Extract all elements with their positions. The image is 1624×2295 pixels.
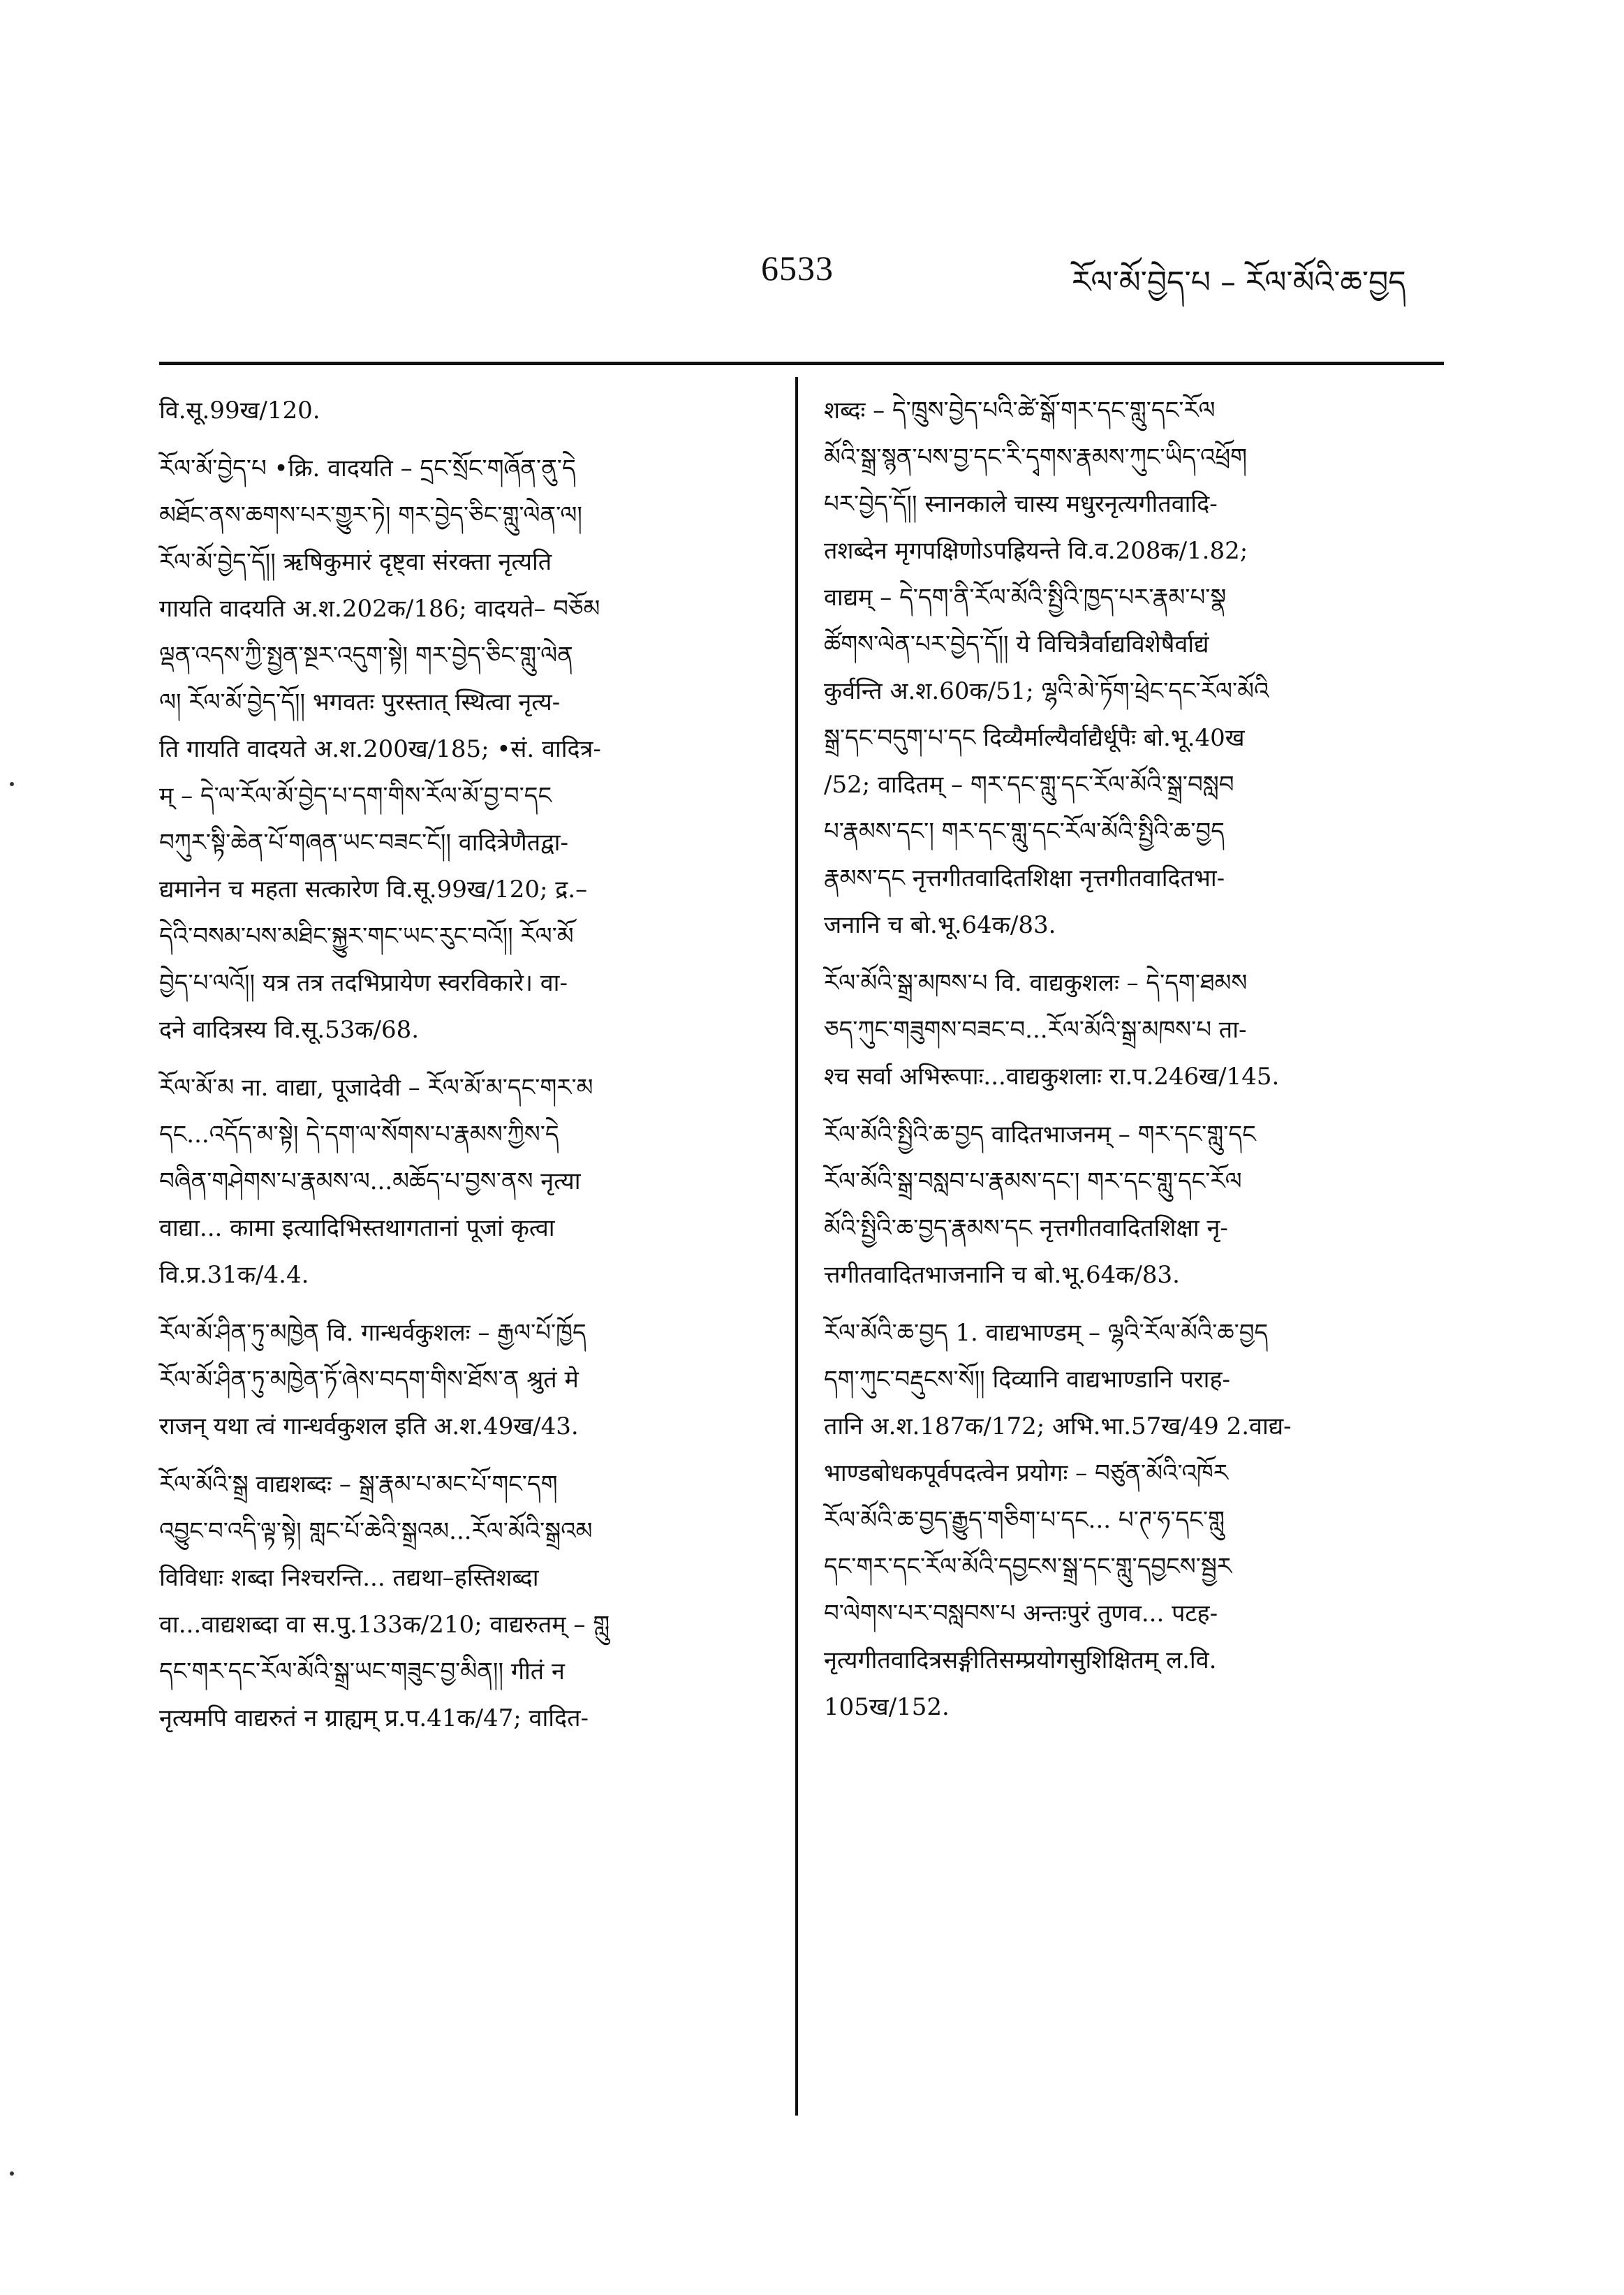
entry-line: འབྱུང་བ་འདི་ལྟ་སྟེ། གླང་པོ་ཆེའི་སྒྲའམ...རོལ་མོའི་སྒྲའམ — [159, 1517, 593, 1545]
dictionary-entry — [824, 388, 1445, 949]
entry-line: राजन् यथा त्वं गान्धर्वकुशल इति अ.श.49ख/43. — [159, 1412, 579, 1440]
entry-line: རོལ་མོའི་ཆ་བྱད་རྒྱུད་གཅིག་པ་དང... པ་ཊ་ཧ་དང་གླུ — [824, 1506, 1225, 1534]
entry-line: བཀུར་སྟི་ཆེན་པོ་གཞན་ཡང་བཟང་ངོ།། वादित्रेणैतद्वा- — [159, 829, 568, 857]
entry-line: द्यमानेन च महता सत्कारेण वि.सू.99ख/120; द्र.– — [159, 876, 588, 903]
scan-speck — [10, 782, 14, 786]
entry-line: नृत्यमपि वाद्यरुतं न ग्राह्यम् प्र.प.41क/47; वादित- — [159, 1704, 589, 1732]
dictionary-entry — [159, 1310, 781, 1450]
entry-line: ཅད་ཀུང་གཟུགས་བཟང་བ...རོལ་མོའི་སྒྲ་མཁས་པ ता- — [824, 1016, 1247, 1044]
entry-line: श्च सर्वा अभिरूपाः...वाद्यकुशलाः रा.प.246ख/145. — [824, 1063, 1280, 1091]
entry-line: མཐོང་ནས་ཆགས་པར་གྱུར་ཏེ། གར་བྱེད་ཅིང་གླུ་ལེན་ལ། — [159, 501, 582, 529]
scan-speck — [10, 2171, 14, 2176]
entry-line: པ་རྣམས་དང་། གར་དང་གླུ་དང་རོལ་མོའི་སྤྱིའི་ཆ་བྱད — [824, 818, 1225, 846]
dictionary-entry — [159, 1461, 781, 1742]
entry-line: ལྡན་འདས་ཀྱི་སྤྱན་སྔར་འདུག་སྟེ། གར་བྱེད་ཅིང་གླུ་ལེན — [159, 642, 573, 670]
entry-line: བ་ལེགས་པར་བསླབས་པ अन्तःपुरं तुणव... पटह- — [824, 1600, 1218, 1628]
entry-line: རོལ་མོའི་སྒྲ་མཁས་པ वि. वाद्यकुशलः – དེ་དག་ཐམས — [824, 969, 1248, 997]
entry-line: དག་ཀུང་བརྡུངས་སོ།། दिव्यानि वाद्यभाण्डानि पराह- — [824, 1366, 1231, 1394]
entry-line: དང...འདོད་མ་སྟེ། དེ་དག་ལ་སོགས་པ་རྣམས་ཀྱིས་དེ — [159, 1121, 559, 1149]
entry-line: རོལ་མོའི་སྒྲ वाद्यशब्दः – སྒྲ་རྣམ་པ་མང་པོ་གང་དག — [159, 1470, 558, 1498]
header-rule — [159, 362, 1444, 365]
entry-line: वाद्यम् – དེ་དག་ནི་རོལ་མོའི་སྤྱིའི་ཁྱད་པར་རྣམ་པ་སྣ — [824, 584, 1227, 612]
entry-line: कुर्वन्ति अ.श.60क/51; ལྷའི་མེ་ཏོག་ཕྲེང་དང་རོལ་མོའི — [824, 677, 1269, 705]
page-number: 6533 — [761, 249, 834, 288]
entry-line: गायति वादयति अ.श.202क/186; वादयते– བཅོམ — [159, 595, 600, 623]
entry-line: विविधाः शब्दा निश्चरन्ति... तद्यथा–हस्तिशब्दा — [159, 1564, 539, 1592]
entry-line: རྣམས་དང नृत्तगीतवादितशिक्षा नृत्तगीतवादितभा- — [824, 864, 1225, 892]
entry-line: རོལ་མོ་ཤིན་ཏུ་མཁྱེན་ཏོ་ཞེས་བདག་གིས་ཐོས་ན श्रुतं मे — [159, 1366, 579, 1394]
entry-line: नृत्यगीतवादित्रसङ्गीतिसम्प्रयोगसुशिक्षितम् ल.वि. — [824, 1646, 1217, 1674]
entry-line: རོལ་མོ་ཤིན་ཏུ་མཁྱེན वि. गान्धर्वकुशलः – རྒྱལ་པོ་ཁྱོད — [159, 1319, 586, 1347]
left-column — [159, 388, 781, 2203]
entry-line: རོལ་མོ་བྱེད་པ •क्रि. वादयति – དྲང་སྲོང་གཞོན་ནུ་དེ — [159, 455, 576, 482]
dictionary-entry — [824, 1310, 1445, 1731]
entry-line: བཞིན་གཤེགས་པ་རྣམས་ལ...མཆོད་པ་བྱས་ནས नृत्या — [159, 1167, 581, 1195]
entry-line: རོལ་མོའི་སྒྲ་བསླབ་པ་རྣམས་དང་། གར་དང་གླུ་དང་རོལ — [824, 1167, 1242, 1195]
column-divider — [795, 377, 798, 2116]
entry-line: दने वादित्रस्य वि.सू.53क/68. — [159, 1016, 420, 1044]
dictionary-entry — [824, 1112, 1445, 1299]
entry-line: जनानि च बो.भू.64क/83. — [824, 911, 1056, 939]
entry-line: ལ། རོལ་མོ་བྱེད་དོ།། भगवतः पुरस्तात् स्थित्वा नृत्य- — [159, 688, 561, 716]
entry-line: དང་གར་དང་རོལ་མོའི་དབྱངས་སྒྲ་དང་གླུ་དབྱངས་སྦྱར — [824, 1553, 1232, 1581]
entry-line: वि.सू.99ख/120. — [159, 397, 320, 425]
entry-line: མོའི་སྤྱིའི་ཆ་བྱད་རྣམས་དང नृत्तगीतवादितशिक्षा नृ- — [824, 1214, 1228, 1242]
entry-line: तानि अ.श.187क/172; अभि.भा.57ख/49 2.वाद्य- — [824, 1412, 1292, 1440]
entry-line: शब्दः – དེ་ཁྲུས་བྱེད་པའི་ཚེ་སྒོ་གར་དང་གླུ་དང་རོལ — [824, 397, 1216, 425]
entry-line: མོའི་སྒྲ་སྙན་པས་བྱ་དང་རི་དྭགས་རྣམས་ཀུང་ཡིད་འཕྲོག — [824, 443, 1248, 471]
right-column — [824, 388, 1445, 2203]
entry-line: དེའི་བསམ་པས་མཐིང་སྐྱུར་གང་ཡང་རུང་བའོ།། རོལ་མོ — [159, 922, 574, 950]
entry-line: वि.प्र.31क/4.4. — [159, 1261, 309, 1289]
entry-line: त्तगीतवादितभाजनानि च बो.भू.64क/83. — [824, 1261, 1180, 1289]
entry-line: རོལ་མོའི་ཆ་བྱད 1. वाद्यभाण्डम् – ལྷའི་རོལ་མོའི་ཆ་བྱད — [824, 1319, 1269, 1347]
entry-line: རོལ་མོའི་སྤྱིའི་ཆ་བྱད वादितभाजनम् – གར་དང་གླུ་དང — [824, 1121, 1256, 1149]
entry-line: भाण्डबोधकपूर्वपदत्वेन प्रयोगः – བཙུན་མོའི་འཁོར — [824, 1459, 1229, 1487]
dictionary-entry — [824, 960, 1445, 1100]
entry-line: རོལ་མོ་བྱེད་དོ།། ऋषिकुमारं दृष्ट्वा संरक्ता नृत्यति — [159, 548, 552, 576]
dictionary-entry — [159, 388, 781, 434]
running-head: རོལ་མོ་བྱེད་པ – རོལ་མོའི་ཆ་བྱད — [1072, 265, 1406, 300]
entry-line: ཚོགས་ལེན་པར་བྱེད་དོ།། ये विचित्रैर्वाद्यविशेषैर्वाद्यं — [824, 630, 1209, 658]
entry-line: वा...वाद्यशब्दा वा स.पु.133क/210; वाद्यरुतम् – གླུ — [159, 1611, 610, 1639]
entry-line: 105ख/152. — [824, 1693, 950, 1721]
entry-line: वाद्या... कामा इत्यादिभिस्तथागतानां पूजां कृत्वा — [159, 1214, 555, 1242]
entry-line: བྱེད་པ་ལའོ།། यत्र तत्र तदभिप्रायेण स्वरविकारे। वा- — [159, 969, 568, 997]
entry-line: ति गायति वादयते अ.श.200ख/185; •सं. वादित्र- — [159, 735, 601, 763]
dictionary-entry — [159, 445, 781, 1054]
entry-line: /52; वादितम् – གར་དང་གླུ་དང་རོལ་མོའི་སྒྲ་བསླབ — [824, 771, 1234, 799]
entry-line: དང་གར་དང་རོལ་མོའི་སྒྲ་ཡང་གཟུང་བྱ་མིན།། गीतं न — [159, 1658, 565, 1685]
entry-line: རོལ་མོ་མ ना. वाद्या, पूजादेवी – རོལ་མོ་མ་དང་གར་མ — [159, 1074, 593, 1102]
dictionary-entry — [159, 1065, 781, 1299]
entry-line: म् – དེ་ལ་རོལ་མོ་བྱེད་པ་དག་གིས་རོལ་མོ་བྱ་བ་དང — [159, 782, 552, 810]
entry-line: སྒྲ་དང་བདུག་པ་དང दिव्यैर्माल्यैर्वाद्यैर्धूपैः बो.भू.40ख — [824, 724, 1245, 752]
entry-line: པར་བྱེད་དོ།། स्नानकाले चास्य मधुरनृत्यगीतवादि- — [824, 490, 1218, 518]
entry-line: तशब्देन मृगपक्षिणोऽपह्रियन्ते वि.व.208क/1.82; — [824, 537, 1248, 565]
